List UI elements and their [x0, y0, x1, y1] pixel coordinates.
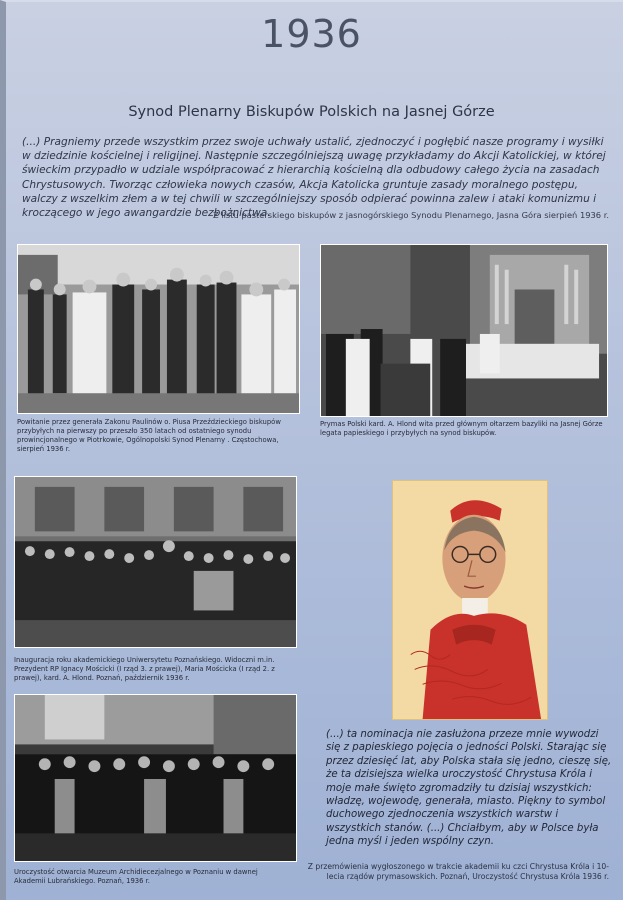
caption-museum-opening: Uroczystość otwarcia Muzeum Archidiecezjalnego w Poznaniu w dawnej Akademii Lubrańskiego. Poznań, 1936 r. — [14, 868, 258, 885]
intro-quote: (...) Pragniemy przede wszystkim przez swoje uchwały ustalić, zjednoczyć i pogłębić nasze programy i wysiłki w dziedzinie kościelnej i religijnej. Następnie szczególniejszą uwagę przykładamy do Akcji Katolickiej, w której świeckim przypadło w udziale współpracować z hierarchią kościelną dla odbudowy całego życia na zasadach Chrystusowych. Tworząc człowieka nowych czasów, Akcja Katolicka gruntuje zasady moralnego postępu, walczy z wszelkim złem a w tej chwili w szczególniejszy sposób odpierać powinna zalew i ataki komunizmu i kroczącego w jego awangardzie bezbożnictwa. — [22, 136, 606, 220]
photo-university-inauguration-image — [15, 477, 296, 647]
portrait-cardinal-hlond-image — [393, 481, 547, 719]
photo-altar-basilica — [320, 244, 608, 417]
year-heading: 1936 — [261, 12, 362, 56]
caption-welcome-bishops: Powitanie przez generała Zakonu Paulinów o. Piusa Przeździeckiego biskupów przybyłych na pierwszy po przeszło 350 latach od ostatniego synodu prowincjonalnego w Piotrkowie, Ogólnopolski Synod Plenarny . Częstochowa, sierpień 1936 r. — [17, 418, 281, 453]
photo-museum-opening — [14, 694, 297, 862]
photo-welcome-bishops-image — [18, 245, 299, 413]
caption-university-inauguration: Inauguracja roku akademickiego Uniwersytetu Poznańskiego. Widoczni m.in. Prezydent RP Ignacy Mościcki (I rząd 3. z prawej), Maria Mościcka (I rząd 2. z prawej), kard. A. Hlond. Poznań, październik 1936 r. — [14, 656, 275, 682]
photo-university-inauguration — [14, 476, 297, 648]
page-title: Synod Plenarny Biskupów Polskich na Jasnej Górze — [128, 104, 495, 120]
photo-museum-opening-image — [15, 695, 296, 861]
intro-quote-source: Z listu pasterskiego biskupów z jasnogórskiego Synodu Plenarnego, Jasna Góra sierpień 1936 r. — [212, 210, 609, 220]
portrait-cardinal-hlond — [392, 480, 548, 720]
closing-quote: (...) ta nominacja nie zasłużona przeze mnie wywodzi się z papieskiego pojęcia o jedności Polski. Starając się przez dziesięć lat, aby Polska stała się jedno, cieszę się, że ta dzisiejsza wielka uroczystość Chrystusa Króla i moje małe święto zgromadziły tu dzisiaj wszystkich: władzę, wojewodę, generała, miasto. Piękny to symbol duchowego zjednoczenia wszystkich warstw i wszystkich stanów. (...) Chciałbym, aby w Polsce była jedna myśl i jeden wspólny czyn. — [326, 729, 612, 848]
closing-quote-source: Z przemówienia wygłoszonego w trakcie akademii ku czci Chrystusa Króla i 10-lecia rządów prymasowskich. Poznań, Uroczystość Chrystusa Króla 1936 r. — [307, 862, 609, 881]
caption-altar-basilica: Prymas Polski kard. A. Hlond wita przed głównym ołtarzem bazyliki na Jasnej Górze legata papieskiego i przybyłych na synod biskupów. — [320, 420, 603, 437]
photo-altar-basilica-image — [321, 245, 607, 416]
photo-welcome-bishops — [17, 244, 300, 414]
